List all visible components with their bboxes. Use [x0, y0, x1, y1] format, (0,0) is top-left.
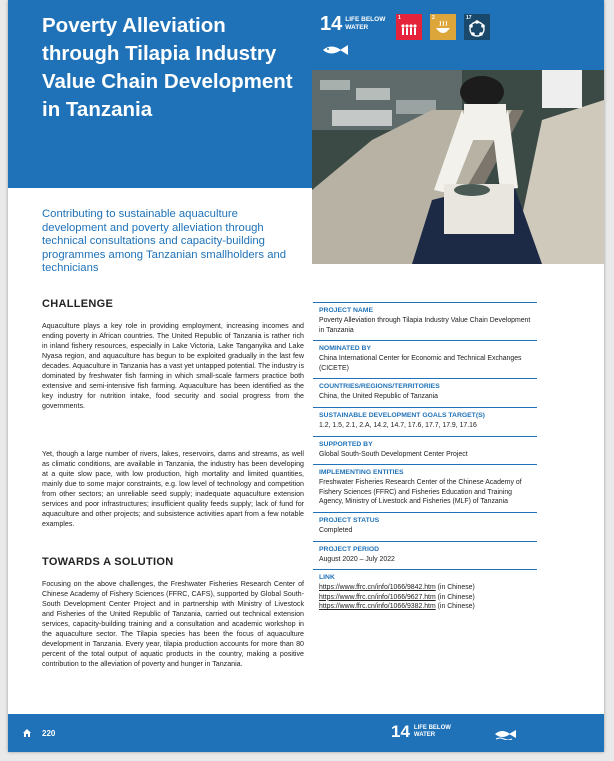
sdg-14-badge [320, 14, 389, 34]
info-countries [313, 378, 537, 407]
info-label: PROJECT NAME [319, 307, 374, 314]
info-label: SUPPORTED BY [319, 440, 373, 448]
link-note: (in Chinese) [435, 593, 475, 601]
sdg-14-label: LIFE BELOW WATER [345, 16, 386, 31]
project-link[interactable]: https://www.ffrc.cn/info/1066/9842.htm [319, 584, 436, 592]
solution-heading: TOWARDS A SOLUTION [42, 556, 174, 568]
page-title: Poverty Alleviation through Tilapia Industry Value Chain Development in Tanzania [42, 14, 293, 121]
info-project-name [313, 302, 537, 340]
project-photo [312, 70, 604, 264]
info-project-status [313, 512, 537, 541]
info-link [313, 569, 537, 617]
footer-sdg-number: 14 [391, 722, 410, 741]
info-value: August 2020 – July 2022 [319, 555, 395, 563]
family-icon [396, 14, 422, 40]
home-icon[interactable] [22, 728, 32, 738]
page-number: 220 [42, 729, 56, 738]
info-nominated-by [313, 340, 537, 378]
info-label: IMPLEMENTING ENTITIES [319, 469, 404, 477]
info-implementing-entities [313, 464, 537, 512]
info-value: China International Center for Economic and Technical Exchanges (CICETE) [319, 355, 522, 372]
project-link[interactable]: https://www.ffrc.cn/info/1066/9627.htm [319, 593, 436, 601]
info-label: SUSTAINABLE DEVELOPMENT GOALS TARGET(S) [319, 411, 485, 419]
challenge-paragraph-2: Yet, though a large number of rivers, lakes, reservoirs, dams and streams, as well as climatic conditions, are available in Tanzania, the industry has been developing at a quite slow pace, with low production, high mortality and limited quantities, mainly due to some major constraints, e.g. low level of technology and competition from other sectors; an unreliable seed supply; inadequate aquaculture extension services and poor infrastructures; insufficient quality feeds supply; lack of fund for aquaculture and other projects; and subsistence activities apart from a few notable examples. [42, 450, 304, 529]
info-label: PROJECT STATUS [319, 516, 380, 524]
sdg-14-number: 14 [320, 13, 343, 35]
link-note: (in Chinese) [435, 603, 475, 611]
info-value: Poverty Alleviation through Tilapia Industry Value Chain Development in Tanzania [319, 317, 531, 334]
info-sdg-targets [313, 407, 537, 436]
document-page [8, 0, 604, 752]
info-label: NOMINATED BY [319, 345, 371, 353]
footer-sdg-label: LIFE BELOW WATER [413, 725, 451, 738]
sdg-goal-icons [396, 14, 490, 40]
partnership-icon [464, 14, 490, 40]
challenge-heading: CHALLENGE [42, 298, 114, 310]
link-item [319, 593, 537, 603]
project-info-sidebar [313, 302, 537, 617]
page-footer [8, 714, 604, 752]
info-value: Global South-South Development Center Project [319, 450, 468, 458]
info-link-list [319, 583, 537, 612]
fish-icon [494, 728, 518, 740]
info-label: PROJECT PERIOD [319, 545, 380, 553]
info-supported-by [313, 436, 537, 465]
sdg-1-number: 1 [398, 15, 401, 21]
sdg-2-number: 2 [432, 15, 435, 21]
info-label: LINK [319, 574, 335, 582]
sdg-1-square [396, 14, 422, 40]
info-project-period [313, 541, 537, 570]
solution-paragraph-1: Focusing on the above challenges, the Freshwater Fisheries Research Center of Chinese Academy of Fishery Sciences (FFRC, CAFS), supported by Global South-South Development Center Project and in partnership with Ministry of Livestock and Fisheries of the United Republic of Tanzania, carried out technical extension services, capacity-building training and a consultation and academic workshop in the aquaculture sector. The Tilapia species has been the focus of aquaculture development in Tanzania. Every year, tilapia production accounts for more than 80 percent of the total output of aquatic products in the country, making a positive contribution to the alleviation of poverty and hunger in Tanzania. [42, 580, 304, 669]
bowl-icon [430, 14, 456, 40]
footer-sdg-badge [391, 723, 454, 741]
fish-icon [321, 42, 351, 58]
info-value: 1.2, 1.5, 2.1, 2.A, 14.2, 14.7, 17.6, 17.7, 17.9, 17.16 [319, 421, 477, 429]
info-value: Freshwater Fisheries Research Center of the Chinese Academy of Fishery Sciences (FFRC) and Fisheries Education and Training Agency, Ministry of Livestock and Fisheries (MLF) of Tanzania [319, 479, 522, 506]
info-value: Completed [319, 526, 353, 534]
challenge-paragraph-1: Aquaculture plays a key role in providing employment, increasing incomes and ending poverty in African countries. The United Republic of Tanzania is rather rich in inland fishery resources, especially in Lake Victoria, Lake Tanganyika and Lake Nyasa region, and aquaculture has begun to be exploited gradually in the last few decades. Aquaculture in Tanzania has a vast yet untapped potential. The industry is dominated by freshwater fish farming in which small-scale farmers practice both extensive and semi-intensive fish farming. Aquaculture has been identified as the key industry for nutrition intake, food security and social progress from the governments. [42, 322, 304, 411]
link-item [319, 602, 537, 612]
link-item [319, 583, 537, 593]
link-note: (in Chinese) [435, 584, 475, 592]
sdg-2-square [430, 14, 456, 40]
project-link[interactable]: https://www.ffrc.cn/info/1066/9382.htm [319, 603, 436, 611]
info-value: China, the United Republic of Tanzania [319, 393, 439, 401]
page-subtitle: Contributing to sustainable aquaculture development and poverty alleviation through technical consultations and capacity-building programmes among Tanzanian smallholders and technicians [42, 208, 287, 275]
info-label: COUNTRIES/REGIONS/TERRITORIES [319, 383, 440, 391]
sdg-17-number: 17 [466, 15, 472, 21]
sdg-17-square [464, 14, 490, 40]
